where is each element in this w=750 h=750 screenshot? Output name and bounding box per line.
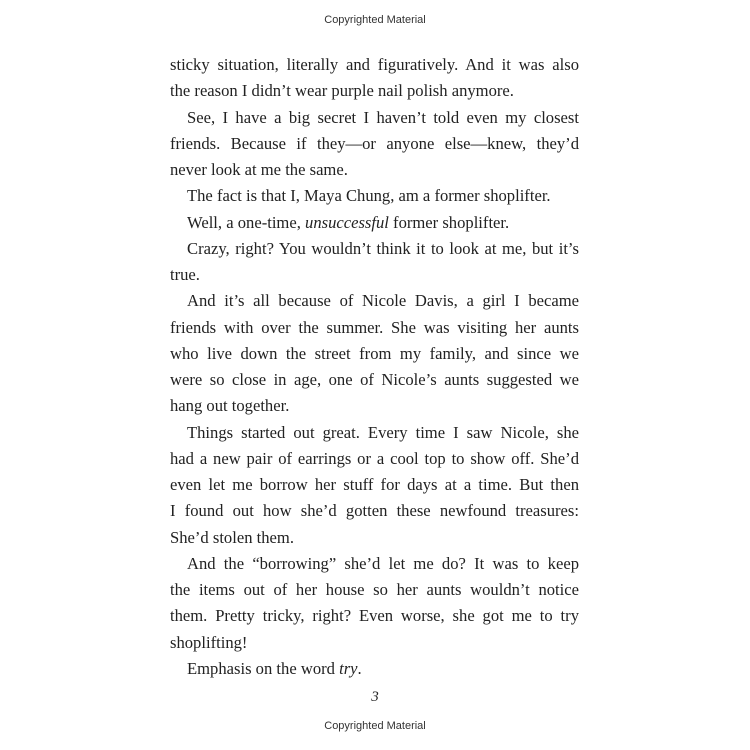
text-run: friends with over the summer. She was visiting her aunts [170,317,579,337]
text-run: Crazy, right? You wouldn’t think it to look at me, but it’s [187,238,579,258]
text-line [170,525,579,551]
text-line [170,367,579,393]
paragraph [170,551,579,656]
text-run: friends. Because if they—or anyone else—knew, they’d [170,133,579,153]
text-run: I found out how she’d gotten these newfound treasures: [170,501,579,521]
text-run: the reason I didn’t wear purple nail polish anymore. [170,81,514,101]
text-run: Emphasis on the word [187,658,340,678]
italic-text: unsuccessful [305,212,389,232]
text-line [170,630,579,656]
text-line [170,577,579,603]
text-run: The fact is that I, Maya Chung, am a former shoplifter. [187,186,551,206]
text-line [170,288,579,314]
text-line [170,315,579,341]
paragraph [170,288,579,419]
text-line [170,183,579,209]
text-run: never look at me the same. [170,160,348,179]
paragraph [170,105,579,184]
text-line [170,656,579,682]
text-line [170,78,579,104]
text-run: And it’s all because of Nicole Davis, a girl I became [187,291,579,311]
paragraph [170,236,579,289]
paragraph [170,210,579,236]
text-run: the items out of her house so her aunts wouldn’t notice [170,580,579,599]
text-line [170,393,579,419]
copyright-header: Copyrighted Material [324,14,426,26]
text-line [170,52,579,78]
text-run: See, I have a big secret I haven’t told even my closest [187,107,579,127]
text-line [170,472,579,498]
text-run: true. [170,265,200,284]
text-line [170,420,579,446]
text-run: who live down the street from my family, and since we [170,343,579,363]
paragraph [170,52,579,105]
text-line [170,105,579,131]
text-line [170,603,579,629]
text-line [170,262,579,288]
text-run: And the “borrowing” she’d let me do? It was to keep [187,553,579,573]
text-run: former shoplifter. [388,212,510,232]
text-line [170,157,579,183]
text-line [170,498,579,524]
text-run: had a new pair of earrings or a cool top to show off. She’d [170,448,579,468]
text-line [170,131,579,157]
text-line [170,210,579,236]
paragraph [170,656,579,682]
text-run: Things started out great. Every time I saw Nicole, she [187,422,579,442]
body-text [170,52,579,682]
text-run: were so close in age, one of Nicole’s aunts suggested we [170,370,579,389]
text-run: . [357,658,362,678]
page-number: 3 [371,689,379,705]
text-run: them. Pretty tricky, right? Even worse, she got me to try [170,606,579,626]
text-line [170,446,579,472]
copyright-footer: Copyrighted Material [324,720,426,732]
text-run: sticky situation, literally and figuratively. And it was also [170,55,579,74]
text-run: She’d stolen them. [170,527,294,547]
text-line [170,341,579,367]
text-line [170,551,579,577]
paragraph [170,183,579,209]
text-run: shoplifting! [170,632,248,652]
paragraph [170,420,579,551]
text-line [170,236,579,262]
text-run: even let me borrow her stuff for days at a time. But then [170,475,579,494]
italic-text: try [339,658,358,678]
text-run: Well, a one-time, [187,212,306,232]
text-run: hang out together. [170,396,290,416]
